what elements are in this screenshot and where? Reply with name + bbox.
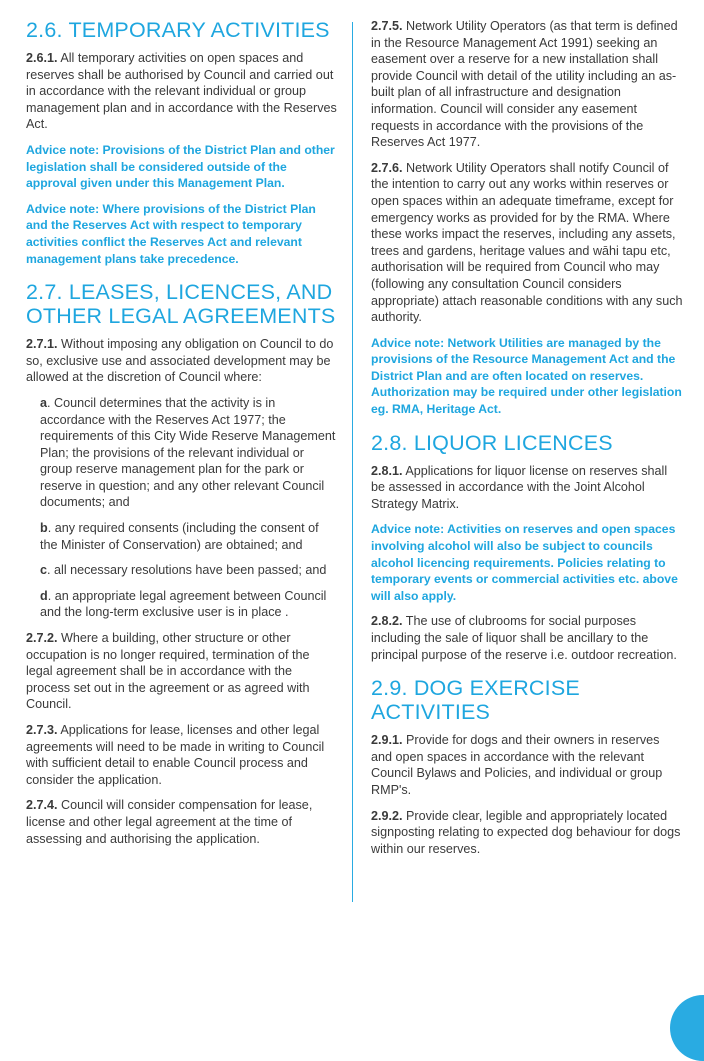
clause-number: 2.7.1.: [26, 337, 58, 352]
clause-number: 2.7.3.: [26, 723, 58, 737]
clause-text: Provide clear, legible and appropriately located signposting relating to expected dog behaviour for dogs within our reserves.: [371, 808, 681, 856]
advice-note: Advice note: Provisions of the District Plan and other legislation shall be considered outside of the approval given under this Management Plan.: [26, 142, 335, 191]
clause-number: 2.9.2.: [371, 808, 403, 823]
clause-text: Provide for dogs and their owners in reserves and open spaces in accordance with the relevant Council Bylaws and Policies, and individual or group RMP's.: [371, 733, 663, 797]
paragraph-2-8-2: [371, 613, 683, 663]
sub-clause-text: . all necessary resolutions have been passed; and: [47, 563, 327, 578]
clause-number: 2.7.5.: [371, 19, 403, 33]
clause-text: Without imposing any obligation on Council to do so, exclusive use and associated development may be allowed at the discretion of Council where:: [26, 337, 334, 385]
clause-text: Applications for liquor license on reserves shall be assessed in accordance with the Joint Alcohol Strategy Matrix.: [371, 463, 668, 511]
clause-number: 2.8.2.: [371, 614, 403, 629]
column-divider: [352, 22, 353, 902]
clause-text: The use of clubrooms for social purposes including the sale of liquor shall be ancillary to the principal purpose of the reserve i.e. outdoor recreation.: [371, 614, 677, 662]
sub-clause-label: a: [40, 395, 48, 410]
paragraph-2-6-1: [26, 50, 339, 133]
clause-number: 2.7.6.: [371, 160, 403, 175]
sub-clause-a: [40, 395, 339, 511]
sub-clause-c: [40, 562, 339, 579]
paragraph-2-9-2: [371, 808, 683, 858]
paragraph-2-9-1: [371, 732, 683, 798]
paragraph-2-7-6: [371, 160, 683, 326]
paragraph-2-7-3: [26, 722, 339, 788]
sub-clause-text: . an appropriate legal agreement between Council and the long-term exclusive user is in place .: [40, 588, 327, 620]
advice-note: Advice note: Activities on reserves and open spaces involving alcohol will also be subject to councils alcohol licencing requirements. Policies relating to temporary events or commercial activities etc. above will also apply.: [371, 522, 678, 603]
paragraph-2-7-1: [26, 336, 339, 386]
advice-note: Advice note: Where provisions of the District Plan and the Reserves Act with respect to temporary activities conflict the Reserves Act and relevant management plans take precedence.: [26, 201, 316, 266]
clause-number: 2.7.4.: [26, 798, 58, 813]
paragraph-2-8-1: [371, 463, 683, 513]
paragraph-2-7-4: [26, 797, 339, 847]
right-column: [371, 18, 683, 866]
paragraph-2-7-2: [26, 630, 339, 713]
sub-clause-d: [40, 588, 339, 621]
clause-number: 2.9.1.: [371, 733, 403, 748]
clause-text: Applications for lease, licenses and other legal agreements will need to be made in writing to Council with sufficient detail to enable Council process and consider the application.: [26, 723, 325, 787]
advice-note: Advice note: Network Utilities are managed by the provisions of the Resource Management Act and the District Plan and are often located on reserves. Authorization may be required under other legislation eg. RMA, Heritage Act.: [371, 335, 682, 417]
clause-text: Council will consider compensation for lease, license and other legal agreement at the time of assessing and authorising the application.: [26, 798, 313, 846]
clause-number: 2.7.2.: [26, 631, 58, 646]
clause-text: Network Utility Operators (as that term is defined in the Resource Management Act 1991) seeking an easement over a reserve for a new installation shall provide Council with detail of the utility including an as-built plan of all infrastructure and designation information. Council will consider any easement requests in accordance with the provisions of the Reserves Act 1977.: [371, 19, 678, 150]
sub-clause-label: c: [40, 563, 48, 578]
clause-number: 2.8.1.: [371, 463, 403, 478]
sub-clause-label: d: [40, 588, 48, 603]
section-heading-2-6: 2.6. TEMPORARY ACTIVITIES: [26, 18, 330, 42]
section-heading-2-7: 2.7. LEASES, LICENCES, AND OTHER LEGAL AGREEMENTS: [26, 280, 336, 329]
sub-clause-label: b: [40, 521, 48, 536]
left-column: [26, 18, 339, 856]
paragraph-2-7-5: [371, 18, 683, 151]
sub-clause-text: . any required consents (including the consent of the Minister of Conservation) are obtained; and: [40, 521, 319, 552]
section-heading-2-9: 2.9. DOG EXERCISE ACTIVITIES: [371, 676, 580, 725]
sub-clause-b: [40, 520, 339, 553]
page-corner-tab: [670, 995, 704, 1061]
sub-clause-text: . Council determines that the activity is in accordance with the Reserves Act 1977; the requirements of this City Wide Reserve Management Plan; the provisions of the relevant individual or group reserve management plan for the park or reserve in question; and any other relevant Council documents; and: [40, 395, 336, 510]
clause-text: Where a building, other structure or other occupation is no longer required, termination of the legal agreement shall be in accordance with the process set out in the agreement or as agreed with Council.: [26, 631, 310, 712]
section-heading-2-8: 2.8. LIQUOR LICENCES: [371, 430, 613, 455]
clause-number: 2.6.1.: [26, 51, 58, 65]
clause-text: Network Utility Operators shall notify Council of the intention to carry out any works within reserves or open spaces within an adequate timeframe, except for emergency works as provided for by the RMA. Where these works impact the reserves, including any assets, trees and gardens, heritage values and wāhi tapu etc, authorisation will be required from Council who may (following any consultation Council considers appropriate) attach reasonable conditions with any such authority.: [371, 160, 683, 325]
clause-text: All temporary activities on open spaces and reserves shall be authorised by Council and carried out in accordance with the relevant individual or group management plan and in accordance with the Reserves Act.: [26, 51, 337, 132]
